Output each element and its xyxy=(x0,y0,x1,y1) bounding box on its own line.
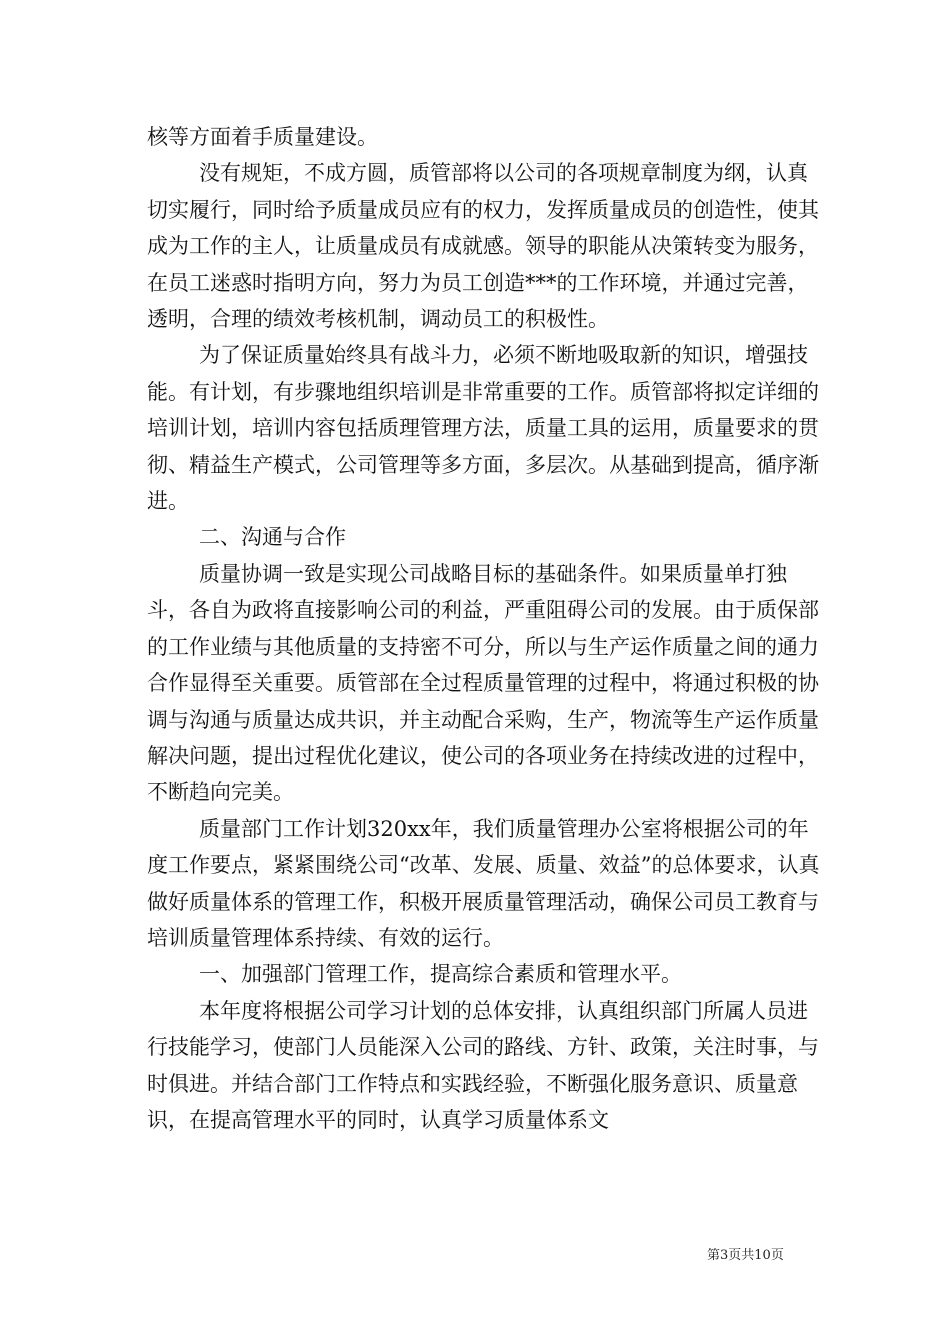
page-number: 第3页共10页 xyxy=(707,1248,784,1263)
section-heading-management: 一、加强部门管理工作，提高综合素质和管理水平。 xyxy=(199,962,682,987)
paragraph-work-plan: 质量部门工作计划320xx年，我们质量管理办公室将根据公司的年度工作要点，紧紧围绕公司“改革、发展、质量、效益”的总体要求，认真做好质量体系的管理工作，积极开展质量管理活动，确保公司员工教育与培训质量管理体系持续、有效的运行。 xyxy=(147,816,820,950)
paragraph-continuation: 核等方面着手质量建设。 xyxy=(147,125,378,149)
document-body xyxy=(147,119,823,1138)
paragraph-cooperation: 质量协调一致是实现公司战略目标的基础条件。如果质量单打独斗，各自为政将直接影响公司的利益，严重阻碍公司的发展。由于质保部的工作业绩与其他质量的支持密不可分，所以与生产运作质量之间的通力合作显得至关重要。质管部在全过程质量管理的过程中，将通过积极的协调与沟通与质量达成共识，并主动配合采购，生产，物流等生产运作质量解决问题，提出过程优化建议，使公司的各项业务在持续改进的过程中，不断趋向完美。 xyxy=(147,561,819,805)
paragraph-training: 为了保证质量始终具有战斗力，必须不断地吸取新的知识，增强技能。有计划，有步骤地组织培训是非常重要的工作。质管部将拟定详细的培训计划，培训内容包括质理管理方法，质量工具的运用，质量要求的贯彻、精益生产模式，公司管理等多方面，多层次。从基础到提高，循序渐进。 xyxy=(147,343,819,514)
paragraph-study-plan: 本年度将根据公司学习计划的总体安排，认真组织部门所属人员进行技能学习，使部门人员能深入公司的路线、方针、政策，关注时事，与时俱进。并结合部门工作特点和实践经验，不断强化服务意识、质量意识，在提高管理水平的同时，认真学习质量体系文 xyxy=(147,998,819,1132)
paragraph-rules: 没有规矩，不成方圆，质管部将以公司的各项规章制度为纲，认真切实履行，同时给予质量成员应有的权力，发挥质量成员的创造性，使其成为工作的主人，让质量成员有成就感。领导的职能从决策转变为服务，在员工迷惑时指明方向，努力为员工创造***的工作环境，并通过完善，透明，合理的绩效考核机制，调动员工的积极性。 xyxy=(147,161,819,332)
section-heading-communication: 二、沟通与合作 xyxy=(199,525,346,550)
